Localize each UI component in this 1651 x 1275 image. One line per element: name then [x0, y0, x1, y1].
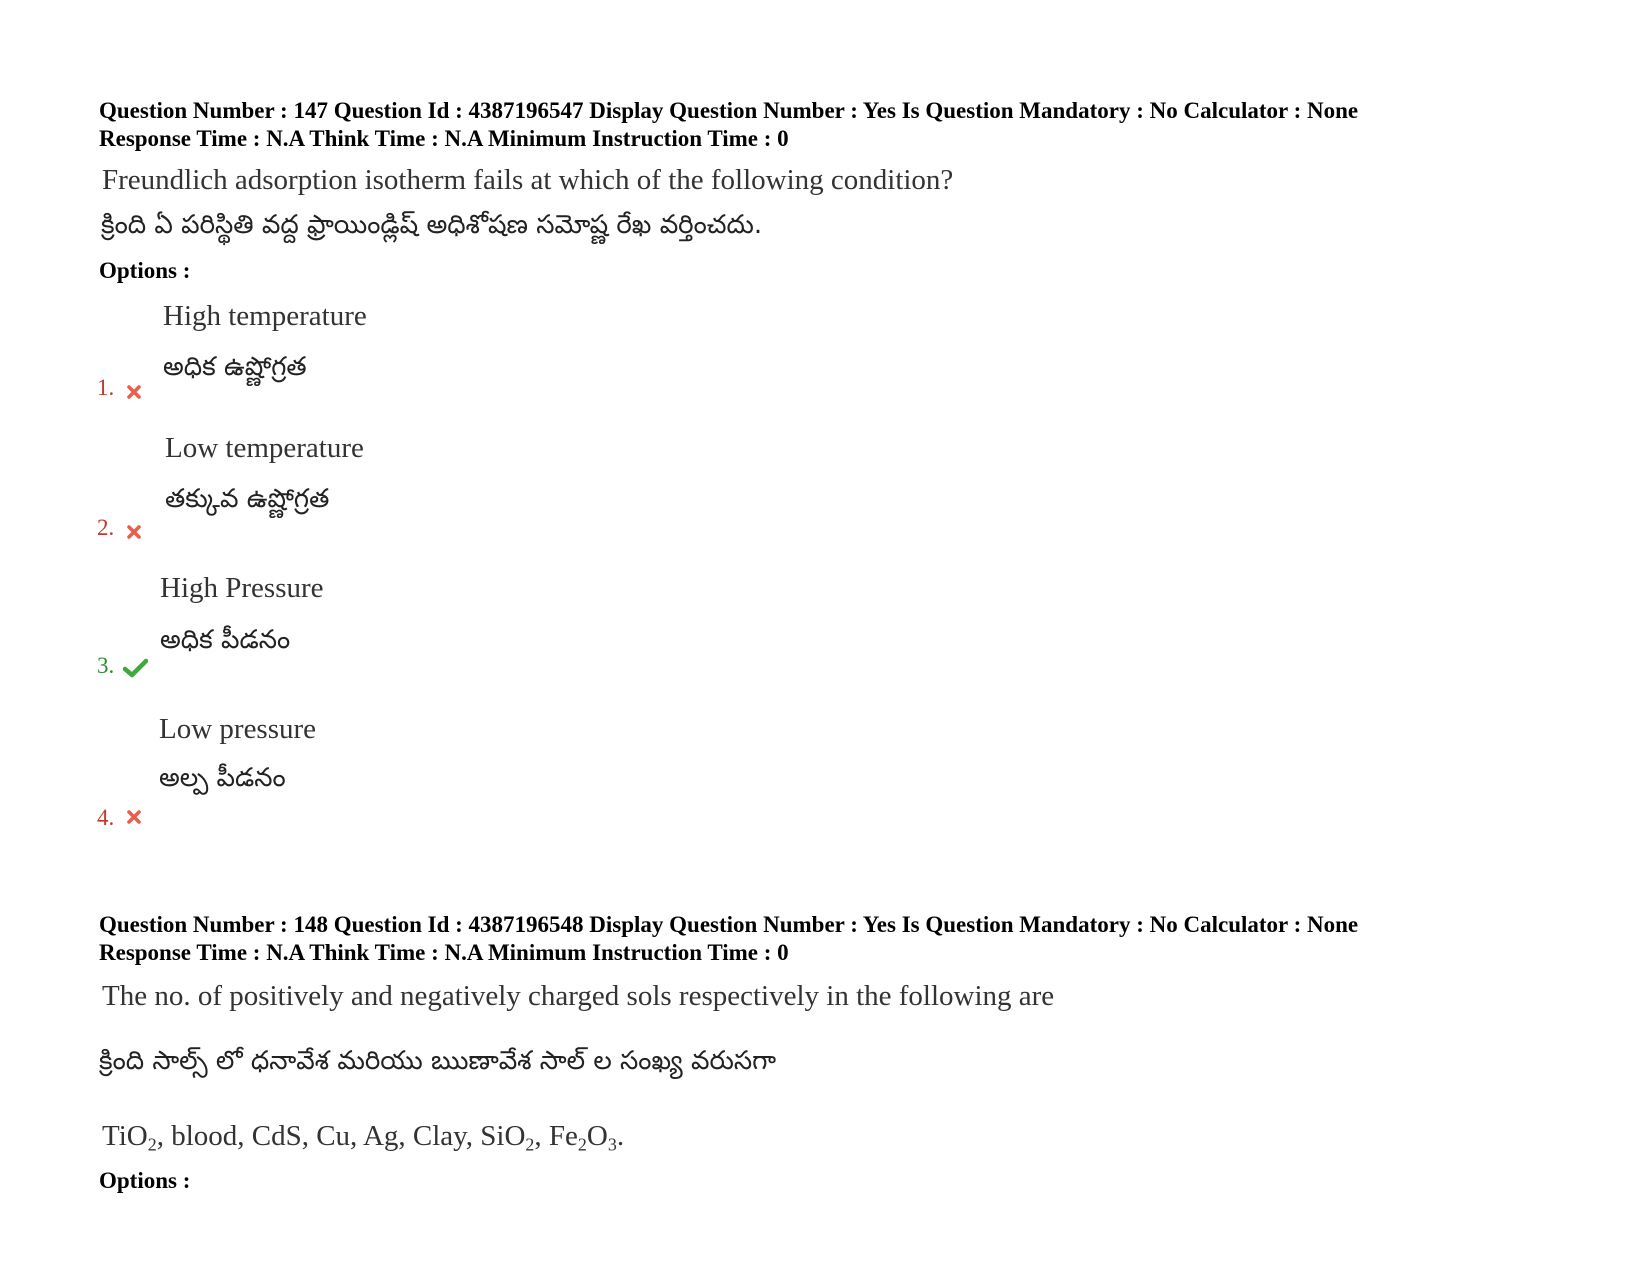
q147-meta-line1: Question Number : 147 Question Id : 4387196547 Display Question Number : Yes Is Question Mandatory : No Calculator : None [99, 98, 1359, 123]
q148-question-te: క్రింది సాల్స్ లో ధనావేశ మరియు ఋణావేశ సాల్ ల సంఖ్య వరుసగా [99, 1046, 777, 1076]
q147-option3-te: అధిక పీడనం [160, 625, 291, 655]
q148-meta-line2: Response Time : N.A Think Time : N.A Minimum Instruction Time : 0 [99, 940, 789, 965]
q147-question-te: క్రింది ఏ పరిస్థితి వద్ద ఫ్రాయిండ్లిష్ అధిశోషణ సమోష్ణ రేఖ వర్తించదు. [101, 210, 763, 240]
q148-meta-line1: Question Number : 148 Question Id : 4387196548 Display Question Number : Yes Is Question Mandatory : No Calculator : None [99, 912, 1359, 937]
q147-question-en: Freundlich adsorption isotherm fails at which of the following condition? [102, 164, 954, 196]
q147-option1-number: 1. [97, 375, 115, 400]
q147-option3-number: 3. [97, 653, 115, 678]
q147-option4-number: 4. [97, 805, 115, 830]
q147-option4-te: అల్ప పీడనం [159, 763, 286, 793]
check-icon [123, 658, 148, 678]
q148-question-en: The no. of positively and negatively charged sols respectively in the following are [102, 980, 1055, 1012]
q147-option2-en: Low temperature [165, 432, 364, 464]
q147-option1-te: అధిక ఉష్ణోగ్రత [163, 352, 307, 382]
q148-options-label: Options : [99, 1168, 191, 1193]
q147-options-label: Options : [99, 258, 191, 283]
q147-meta-line2: Response Time : N.A Think Time : N.A Minimum Instruction Time : 0 [99, 126, 789, 151]
q148-sols-list: TiO$_2$, blood, CdS, Cu, Ag, Clay, SiO$_2$, $Fe_2O_3$. [102, 1120, 625, 1155]
q147-option2-te: తక్కువ ఉష్ణోగ్రత [165, 484, 330, 514]
q147-option3-en: High Pressure [160, 572, 324, 604]
cross-icon [126, 524, 142, 540]
q147-option1-en: High temperature [163, 300, 367, 332]
q147-option2-number: 2. [97, 515, 115, 540]
q147-option4-en: Low pressure [159, 713, 317, 745]
cross-icon [126, 384, 142, 400]
cross-icon [126, 809, 142, 825]
